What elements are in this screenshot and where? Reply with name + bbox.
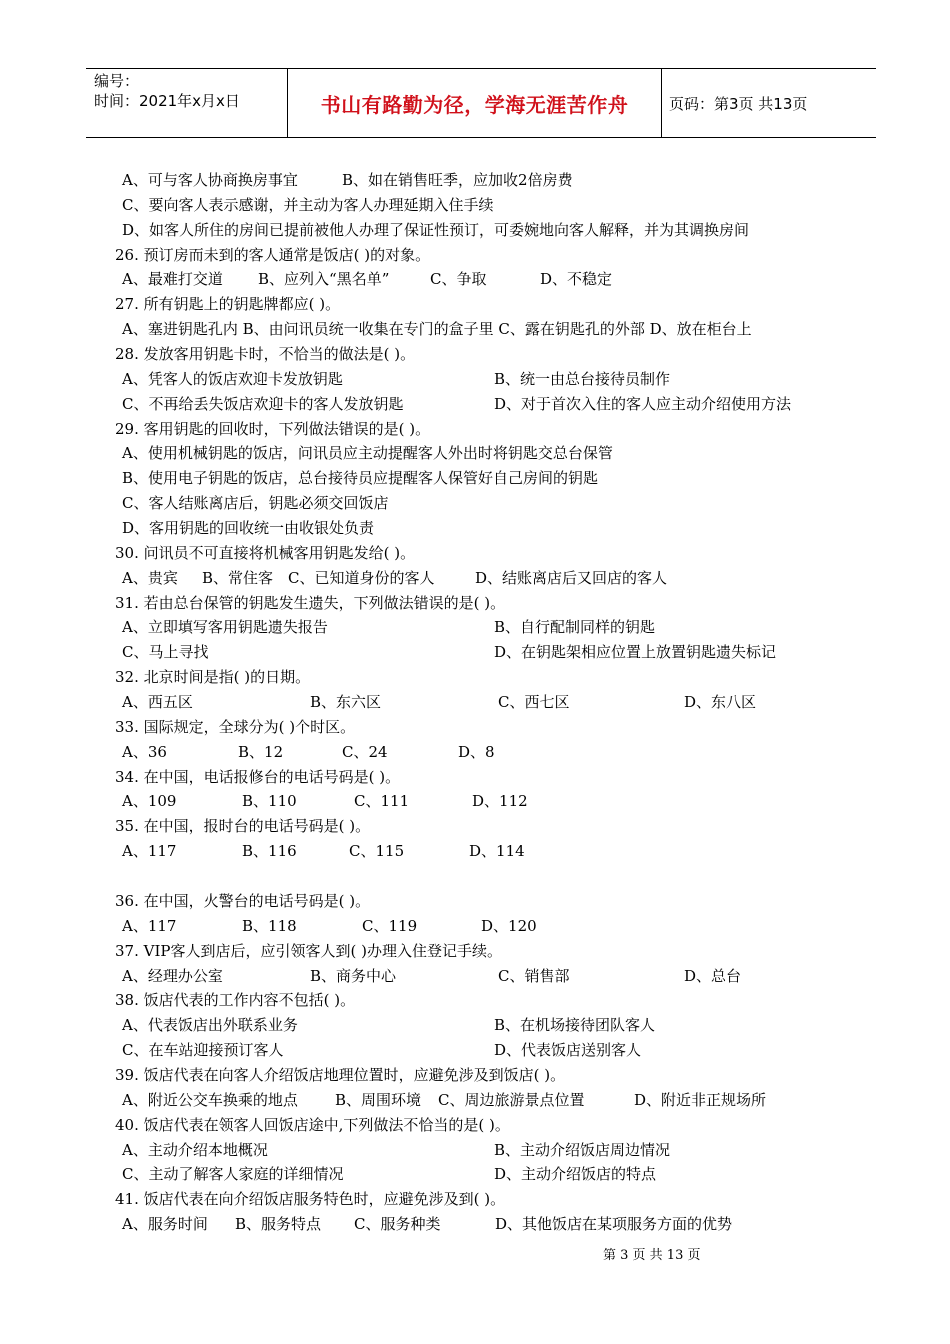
option-text: A、贵宾 (122, 568, 178, 587)
header-meta (94, 71, 288, 111)
question-text: 31. 若由总台保管的钥匙发生遗失，下列做法错误的是( )。 (115, 593, 506, 612)
option-text: A、西五区 (122, 693, 193, 712)
option-text: C、西七区 (498, 693, 570, 712)
option-line (0, 789, 950, 814)
option-text: B、118 (242, 916, 297, 935)
option-text: C、客人结账离店后，钥匙必须交回饭店 (122, 494, 389, 513)
option-text: B、统一由总台接待员制作 (494, 369, 671, 388)
question-stem (0, 939, 950, 964)
option-text: D、114 (469, 842, 525, 861)
option-text: A、117 (122, 842, 177, 861)
option-text: B、东六区 (310, 693, 382, 712)
question-text: 38. 饭店代表的工作内容不包括( )。 (115, 991, 356, 1010)
option-line (0, 914, 950, 939)
question-stem (0, 292, 950, 317)
option-line (0, 690, 950, 715)
option-line (0, 367, 950, 392)
option-text: A、服务时间 (122, 1215, 208, 1234)
question-text: 34. 在中国，电话报修台的电话号码是( )。 (115, 767, 401, 786)
option-text: A、凭客人的饭店欢迎卡发放钥匙 (122, 369, 343, 388)
option-text: A、附近公交车换乘的地点 (122, 1090, 298, 1109)
option-text: A、代表饭店出外联系业务 (122, 1016, 298, 1035)
option-line (0, 566, 950, 591)
question-stem (0, 1063, 950, 1088)
option-text: A、塞进钥匙孔内 B、由问讯员统一收集在专门的盒子里 C、露在钥匙孔的外部 D、放在柜台上 (122, 320, 752, 339)
option-line (0, 1088, 950, 1113)
option-text: C、24 (342, 742, 388, 761)
question-text: 30. 问讯员不可直接将机械客用钥匙发给( )。 (115, 543, 416, 562)
option-text: D、在钥匙架相应位置上放置钥匙遗失标记 (494, 643, 777, 662)
question-text: 41. 饭店代表在向介绍饭店服务特色时，应避免涉及到( )。 (115, 1190, 506, 1209)
question-text: 27. 所有钥匙上的钥匙牌都应( )。 (115, 295, 341, 314)
question-stem (0, 715, 950, 740)
option-text: C、销售部 (498, 966, 570, 985)
option-text: D、附近非正规场所 (634, 1090, 767, 1109)
blank-line (0, 864, 950, 889)
option-line (0, 640, 950, 665)
option-text: D、8 (458, 742, 495, 761)
question-text: 40. 饭店代表在领客人回饭店途中,下列做法不恰当的是( )。 (115, 1115, 510, 1134)
question-stem (0, 1187, 950, 1212)
option-line (0, 1212, 950, 1237)
option-text: C、115 (349, 842, 405, 861)
option-text: C、要向客人表示感谢，并主动为客人办理延期入住手续 (122, 195, 494, 214)
option-line (0, 964, 950, 989)
question-stem (0, 1113, 950, 1138)
option-line (0, 1138, 950, 1163)
option-text: B、商务中心 (310, 966, 397, 985)
option-text: A、36 (122, 742, 167, 761)
option-text: B、主动介绍饭店周边情况 (494, 1140, 671, 1159)
question-stem (0, 765, 950, 790)
option-text: D、不稳定 (540, 270, 613, 289)
option-line (0, 466, 950, 491)
header-motto: 书山有路勤为径，学海无涯苦作舟 (320, 92, 629, 117)
option-text: B、常住客 (202, 568, 274, 587)
option-line (0, 218, 950, 243)
option-line (0, 168, 950, 193)
question-stem (0, 988, 950, 1013)
question-text: 39. 饭店代表在向客人介绍饭店地理位置时，应避免涉及到饭店( )。 (115, 1065, 566, 1084)
question-stem (0, 417, 950, 442)
question-text: 32. 北京时间是指( )的日期。 (115, 668, 311, 687)
option-text: A、主动介绍本地概况 (122, 1140, 268, 1159)
option-text: B、如在销售旺季，应加收2倍房费 (342, 171, 573, 189)
question-stem (0, 665, 950, 690)
option-text: C、马上寻找 (122, 643, 209, 662)
option-text: C、在车站迎接预订客人 (122, 1041, 284, 1060)
question-text: 28. 发放客用钥匙卡时，不恰当的做法是( )。 (115, 345, 416, 364)
option-line (0, 1038, 950, 1063)
option-text: B、在机场接待团队客人 (494, 1016, 656, 1035)
question-stem (0, 243, 950, 268)
option-line (0, 1013, 950, 1038)
option-text: A、立即填写客用钥匙遗失报告 (122, 618, 328, 637)
question-text: 36. 在中国，火警台的电话号码是( )。 (115, 891, 371, 910)
option-text: D、主动介绍饭店的特点 (494, 1165, 657, 1184)
question-stem (0, 889, 950, 914)
option-line (0, 317, 950, 342)
option-line (0, 441, 950, 466)
option-text: A、117 (122, 916, 177, 935)
option-text: C、服务种类 (354, 1215, 441, 1234)
option-text: C、111 (354, 792, 410, 811)
option-text: D、如客人所住的房间已提前被他人办理了保证性预订，可委婉地向客人解释，并为其调换房间 (122, 220, 750, 239)
option-text: D、代表饭店送别客人 (494, 1041, 642, 1060)
option-line (0, 392, 950, 417)
option-text: D、客用钥匙的回收统一由收银处负责 (122, 519, 375, 538)
header-page-info: 页码：第3页 共13页 (669, 94, 808, 113)
page-header (86, 68, 876, 138)
option-line (0, 516, 950, 541)
option-text: C、主动了解客人家庭的详细情况 (122, 1165, 344, 1184)
option-text: D、东八区 (684, 693, 757, 712)
option-line (0, 1162, 950, 1187)
option-text: D、对于首次入住的客人应主动介绍使用方法 (494, 394, 792, 413)
question-text: 29. 客用钥匙的回收时，下列做法错误的是( )。 (115, 419, 431, 438)
header-code: 编号： (94, 72, 140, 90)
option-text: D、总台 (684, 966, 742, 985)
option-line (0, 193, 950, 218)
option-text: C、争取 (430, 270, 487, 289)
option-text: B、周围环境 (335, 1090, 422, 1109)
option-text: C、已知道身份的客人 (288, 568, 435, 587)
footer-page-number: 第 3 页 共 13 页 (603, 1248, 701, 1263)
option-text: A、经理办公室 (122, 966, 223, 985)
question-text: 37. VIP客人到店后，应引领客人到( )办理入住登记手续。 (115, 941, 502, 960)
option-line (0, 615, 950, 640)
option-text: C、周边旅游景点位置 (438, 1090, 585, 1109)
question-stem (0, 591, 950, 616)
question-stem (0, 814, 950, 839)
option-text: B、自行配制同样的钥匙 (494, 618, 656, 637)
option-text: D、120 (481, 916, 537, 935)
option-text: D、112 (472, 792, 528, 811)
option-line (0, 491, 950, 516)
header-time: 时间：2021年x月x日 (94, 92, 240, 110)
option-text: B、116 (242, 842, 297, 861)
option-text: A、使用机械钥匙的饭店，问讯员应主动提醒客人外出时将钥匙交总台保管 (122, 444, 613, 463)
header-motto-cell (287, 69, 662, 137)
question-text: 33. 国际规定，全球分为( )个时区。 (115, 717, 356, 736)
option-line (0, 740, 950, 765)
option-text: B、12 (238, 742, 284, 761)
option-text: B、应列入“黑名单” (258, 270, 390, 289)
option-text: A、109 (122, 792, 177, 811)
option-text: C、不再给丢失饭店欢迎卡的客人发放钥匙 (122, 394, 404, 413)
option-text: D、结账离店后又回店的客人 (475, 568, 668, 587)
option-text: B、服务特点 (235, 1215, 322, 1234)
question-text: 35. 在中国，报时台的电话号码是( )。 (115, 817, 371, 836)
option-text: A、可与客人协商换房事宜 (122, 171, 298, 189)
option-text: A、最难打交道 (122, 270, 223, 289)
option-line (0, 267, 950, 292)
question-list (0, 168, 950, 1237)
question-stem (0, 342, 950, 367)
question-stem (0, 541, 950, 566)
option-text: C、119 (362, 916, 418, 935)
option-text: D、其他饭店在某项服务方面的优势 (495, 1215, 733, 1234)
question-text: 26. 预订房而未到的客人通常是饭店( )的对象。 (115, 245, 431, 264)
option-text: B、使用电子钥匙的饭店，总台接待员应提醒客人保管好自己房间的钥匙 (122, 469, 599, 488)
option-line (0, 839, 950, 864)
option-text: B、110 (242, 792, 297, 811)
